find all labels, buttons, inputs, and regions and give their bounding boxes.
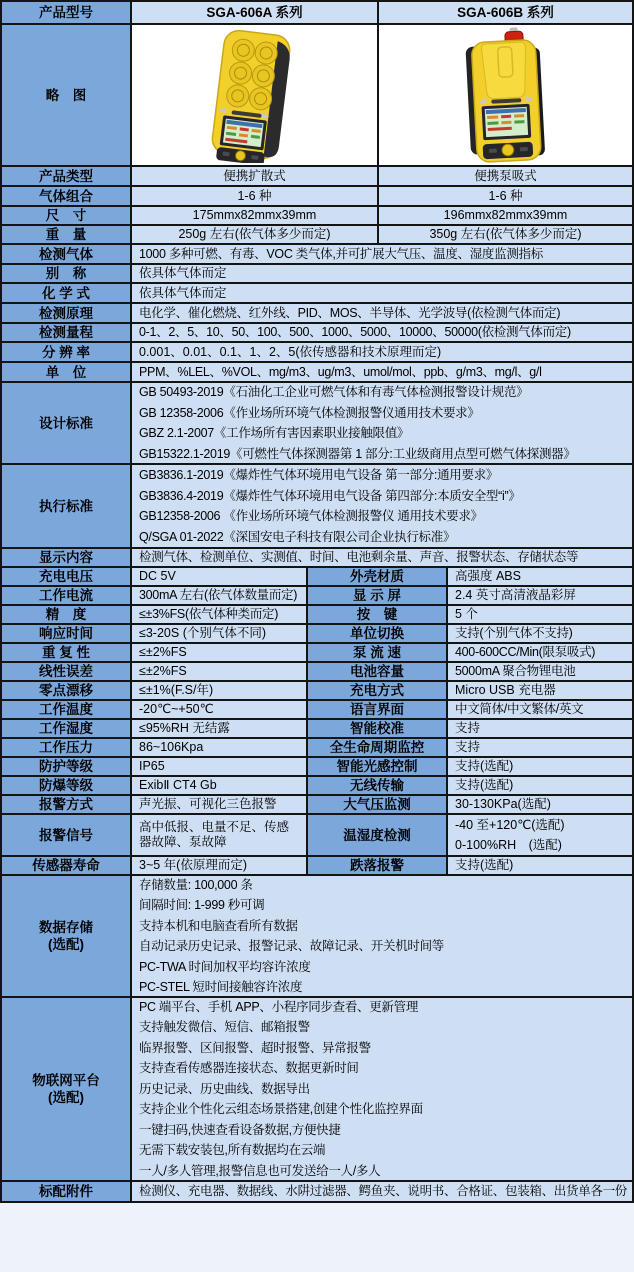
label-response-time: 响应时间 bbox=[2, 625, 130, 642]
display-content-value: 检测气体、检测单位、实测值、时间、电池剩余量、声音、报警状态、存储状态等 bbox=[130, 549, 632, 566]
design-standard-line: GB15322.1-2019《可燃性气体探测器第 1 部分:工业级商用点型可燃气体探测器》 bbox=[139, 446, 576, 461]
label-alarm-signal: 报警信号 bbox=[2, 815, 130, 855]
iot-platform-line: 支持企业个性化云组态场景搭建,创建个性化监控界面 bbox=[139, 1102, 423, 1117]
device-image-a-cell bbox=[130, 25, 377, 165]
row-repeatability bbox=[2, 642, 632, 661]
data-storage-line: 存储数量: 100,000 条 bbox=[139, 877, 253, 892]
design-standard-line: GB 12358-2006《作业场所环境气体检测报警仪通用技术要求》 bbox=[139, 405, 480, 420]
row-executive-standards bbox=[2, 463, 632, 547]
label-sketch: 略 图 bbox=[2, 25, 130, 165]
row-working-pressure bbox=[2, 737, 632, 756]
label-iot-platform bbox=[2, 998, 130, 1180]
model-b-name: SGA-606B 系列 bbox=[377, 2, 632, 23]
chemical-formula-value: 依具体气体而定 bbox=[130, 284, 632, 302]
label-unit-switch: 单位切换 bbox=[306, 625, 446, 642]
label-display-screen: 显 示 屏 bbox=[306, 587, 446, 604]
label-buttons: 按 键 bbox=[306, 606, 446, 623]
light-sensing-value: 支持(选配) bbox=[446, 758, 632, 775]
row-units bbox=[2, 361, 632, 381]
buttons-value: 5 个 bbox=[446, 606, 632, 623]
row-standard-accessories bbox=[2, 1180, 632, 1201]
product-type-b: 便携泵吸式 bbox=[377, 167, 632, 185]
data-storage-line: 间隔时间: 1-999 秒可调 bbox=[139, 898, 265, 912]
label-display-content: 显示内容 bbox=[2, 549, 130, 566]
temp-humidity-line: -40 至+120℃(选配) bbox=[455, 817, 565, 832]
label-lifecycle-monitoring: 全生命周期监控 bbox=[306, 739, 446, 756]
executive-standards-value bbox=[130, 465, 632, 547]
shell-material-value: 高强度 ABS bbox=[446, 568, 632, 585]
label-smart-calibration: 智能校准 bbox=[306, 720, 446, 737]
label-executive-standards: 执行标准 bbox=[2, 465, 130, 547]
device-a-image bbox=[160, 27, 350, 163]
temp-humidity-line: 0-100%RH (选配) bbox=[455, 838, 562, 852]
detection-principle-value: 电化学、催化燃烧、红外线、PID、MOS、半导体、光学波导(依检测气体而定) bbox=[130, 304, 632, 322]
label-working-current: 工作电流 bbox=[2, 587, 130, 604]
battery-capacity-value: 5000mA 聚合物锂电池 bbox=[446, 663, 632, 680]
row-working-temperature bbox=[2, 699, 632, 718]
row-design-standards bbox=[2, 381, 632, 463]
detected-gases-value: 1000 多种可燃、有毒、VOC 类气体,并可扩展大气压、温度、湿度监测指标 bbox=[130, 245, 632, 263]
iot-platform-label-line: (选配) bbox=[48, 1090, 84, 1105]
language-ui-value: 中文简体/中文繁体/英文 bbox=[446, 701, 632, 718]
explosion-proof-value: ExibⅡ CT4 Gb bbox=[130, 777, 306, 794]
label-zero-drift: 零点漂移 bbox=[2, 682, 130, 699]
label-design-standards: 设计标准 bbox=[2, 383, 130, 463]
label-product-model: 产品型号 bbox=[2, 2, 130, 23]
linearity-error-value: ≤±2%FS bbox=[130, 663, 306, 680]
label-linearity-error: 线性误差 bbox=[2, 663, 130, 680]
row-product-type bbox=[2, 165, 632, 185]
label-light-sensing: 智能光感控制 bbox=[306, 758, 446, 775]
alias-value: 依具体气体而定 bbox=[130, 265, 632, 282]
label-shell-material: 外壳材质 bbox=[306, 568, 446, 585]
row-iot-platform bbox=[2, 996, 632, 1180]
label-working-humidity: 工作湿度 bbox=[2, 720, 130, 737]
row-product-model bbox=[2, 2, 632, 23]
accuracy-value: ≤±3%FS(依气体种类而定) bbox=[130, 606, 306, 623]
label-barometric-monitoring: 大气压监测 bbox=[306, 796, 446, 813]
label-gas-combination: 气体组合 bbox=[2, 187, 130, 205]
charge-voltage-value: DC 5V bbox=[130, 568, 306, 585]
row-alarm-signal bbox=[2, 813, 632, 855]
row-dimensions bbox=[2, 205, 632, 224]
label-detection-principle: 检测原理 bbox=[2, 304, 130, 322]
row-gas-combination bbox=[2, 185, 632, 205]
label-alarm-mode: 报警方式 bbox=[2, 796, 130, 813]
label-explosion-proof: 防爆等级 bbox=[2, 777, 130, 794]
label-language-ui: 语言界面 bbox=[306, 701, 446, 718]
iot-platform-line: 一人/多人管理,报警信息也可发送给一人/多人 bbox=[139, 1163, 381, 1178]
iot-platform-line: 历史记录、历史曲线、数据导出 bbox=[139, 1081, 310, 1096]
dimensions-a: 175mmx82mmx39mm bbox=[130, 207, 377, 224]
device-b-image bbox=[416, 27, 596, 163]
row-alias bbox=[2, 263, 632, 282]
detection-range-value: 0-1、2、5、10、50、100、500、1000、5000、10000、50000(依检测气体而定) bbox=[130, 324, 632, 341]
wireless-transmission-value: 支持(选配) bbox=[446, 777, 632, 794]
row-linearity-error bbox=[2, 661, 632, 680]
label-charge-voltage: 充电电压 bbox=[2, 568, 130, 585]
response-time-value: ≤3-20S (个别气体不同) bbox=[130, 625, 306, 642]
dimensions-b: 196mmx82mmx39mm bbox=[377, 207, 632, 224]
row-detection-principle bbox=[2, 302, 632, 322]
temp-humidity-detection-value bbox=[446, 815, 632, 855]
row-detection-range bbox=[2, 322, 632, 341]
smart-calibration-value: 支持 bbox=[446, 720, 632, 737]
label-alias: 别 称 bbox=[2, 265, 130, 282]
data-storage-line: PC-STEL 短时间接触容许浓度 bbox=[139, 980, 303, 994]
working-pressure-value: 86~106Kpa bbox=[130, 739, 306, 756]
standard-accessories-value: 检测仪、充电器、数据线、水阱过滤器、鳄鱼夹、说明书、合格证、包装箱、出货单各一份 bbox=[130, 1182, 632, 1201]
label-product-type: 产品类型 bbox=[2, 167, 130, 185]
design-standard-line: GB 50493-2019《石油化工企业可燃气体和有毒气体检测报警设计规范》 bbox=[139, 385, 529, 399]
charge-method-value: Micro USB 充电器 bbox=[446, 682, 632, 699]
row-data-storage bbox=[2, 874, 632, 996]
row-zero-drift bbox=[2, 680, 632, 699]
gas-combination-b: 1-6 种 bbox=[377, 187, 632, 205]
label-dimensions: 尺 寸 bbox=[2, 207, 130, 224]
row-response-time bbox=[2, 623, 632, 642]
working-temperature-value: -20℃~+50℃ bbox=[130, 701, 306, 718]
resolution-value: 0.001、0.01、0.1、1、2、5(依传感器和技术原理而定) bbox=[130, 343, 632, 361]
label-battery-capacity: 电池容量 bbox=[306, 663, 446, 680]
row-charge-voltage bbox=[2, 566, 632, 585]
device-image-b-cell bbox=[377, 25, 632, 165]
label-charge-method: 充电方式 bbox=[306, 682, 446, 699]
row-chemical-formula bbox=[2, 282, 632, 302]
row-accuracy bbox=[2, 604, 632, 623]
weight-b: 350g 左右(依气体多少而定) bbox=[377, 226, 632, 243]
data-storage-label-line: (选配) bbox=[48, 937, 84, 952]
label-detected-gases: 检测气体 bbox=[2, 245, 130, 263]
iot-platform-line: 支持触发微信、短信、邮箱报警 bbox=[139, 1020, 310, 1035]
sensor-life-value: 3~5 年(依原理而定) bbox=[130, 857, 306, 874]
units-value: PPM、%LEL、%VOL、mg/m3、ug/m3、umol/mol、ppb、g/m3、mg/l、g/l bbox=[130, 363, 632, 381]
zero-drift-value: ≤±1%(F.S/年) bbox=[130, 682, 306, 699]
label-standard-accessories: 标配附件 bbox=[2, 1182, 130, 1201]
data-storage-line: PC-TWA 时间加权平均容许浓度 bbox=[139, 959, 311, 974]
label-drop-alarm: 跌落报警 bbox=[306, 857, 446, 874]
data-storage-line: 自动记录历史记录、报警记录、故障记录、开关机时间等 bbox=[139, 939, 445, 953]
label-working-temperature: 工作温度 bbox=[2, 701, 130, 718]
row-protection-rating bbox=[2, 756, 632, 775]
label-sensor-life: 传感器寿命 bbox=[2, 857, 130, 874]
product-type-a: 便携扩散式 bbox=[130, 167, 377, 185]
label-protection-rating: 防护等级 bbox=[2, 758, 130, 775]
drop-alarm-value: 支持(选配) bbox=[446, 857, 632, 874]
data-storage-value bbox=[130, 876, 632, 996]
design-standard-line: GBZ 2.1-2007《工作场所有害因素职业接触限值》 bbox=[139, 426, 410, 440]
label-working-pressure: 工作压力 bbox=[2, 739, 130, 756]
row-explosion-proof bbox=[2, 775, 632, 794]
label-pump-flow: 泵 流 速 bbox=[306, 644, 446, 661]
model-a-name: SGA-606A 系列 bbox=[130, 2, 377, 23]
executive-standard-line: GB12358-2006 《作业场所环境气体检测报警仪 通用技术要求》 bbox=[139, 509, 483, 523]
row-display-content bbox=[2, 547, 632, 566]
executive-standard-line: GB3836.1-2019《爆炸性气体环境用电气设备 第一部分:通用要求》 bbox=[139, 468, 499, 482]
label-detection-range: 检测量程 bbox=[2, 324, 130, 341]
row-weight bbox=[2, 224, 632, 243]
barometric-monitoring-value: 30-130KPa(选配) bbox=[446, 796, 632, 813]
iot-platform-line: 无需下载安装包,所有数据均在云端 bbox=[139, 1143, 326, 1158]
label-repeatability: 重 复 性 bbox=[2, 644, 130, 661]
unit-switch-value: 支持(个别气体不支持) bbox=[446, 625, 632, 642]
row-working-current bbox=[2, 585, 632, 604]
alarm-signal-value: 高中低报、电量不足、传感器故障、泵故障 bbox=[130, 815, 306, 855]
gas-combination-a: 1-6 种 bbox=[130, 187, 377, 205]
executive-standard-line: Q/SGA 01-2022《深国安电子科技有限公司企业执行标准》 bbox=[139, 529, 456, 544]
repeatability-value: ≤±2%FS bbox=[130, 644, 306, 661]
label-resolution: 分 辨 率 bbox=[2, 343, 130, 361]
lifecycle-monitoring-value: 支持 bbox=[446, 739, 632, 756]
alarm-mode-value: 声光振、可视化三色报警 bbox=[130, 796, 306, 813]
row-resolution bbox=[2, 341, 632, 361]
label-chemical-formula: 化 学 式 bbox=[2, 284, 130, 302]
pump-flow-value: 400-600CC/Min(限泵吸式) bbox=[446, 644, 632, 661]
iot-platform-line: PC 端平台、手机 APP、小程序同步查看、更新管理 bbox=[139, 999, 419, 1014]
data-storage-label-line: 数据存储 bbox=[39, 920, 93, 935]
label-data-storage bbox=[2, 876, 130, 996]
design-standards-value bbox=[130, 383, 632, 463]
label-accuracy: 精 度 bbox=[2, 606, 130, 623]
display-screen-value: 2.4 英寸高清液晶彩屏 bbox=[446, 587, 632, 604]
working-current-value: 300mA 左右(依气体数量而定) bbox=[130, 587, 306, 604]
protection-rating-value: IP65 bbox=[130, 758, 306, 775]
label-wireless-transmission: 无线传输 bbox=[306, 777, 446, 794]
label-units: 单 位 bbox=[2, 363, 130, 381]
row-alarm-mode bbox=[2, 794, 632, 813]
executive-standard-line: GB3836.4-2019《爆炸性气体环境用电气设备 第四部分:本质安全型“i”》 bbox=[139, 488, 521, 503]
working-humidity-value: ≤95%RH 无结露 bbox=[130, 720, 306, 737]
row-working-humidity bbox=[2, 718, 632, 737]
label-temp-humidity-detection: 温湿度检测 bbox=[306, 815, 446, 855]
iot-platform-line: 临界报警、区间报警、超时报警、异常报警 bbox=[139, 1040, 371, 1055]
iot-platform-value bbox=[130, 998, 632, 1180]
label-weight: 重 量 bbox=[2, 226, 130, 243]
weight-a: 250g 左右(依气体多少而定) bbox=[130, 226, 377, 243]
row-detected-gases bbox=[2, 243, 632, 263]
iot-platform-label-line: 物联网平台 bbox=[32, 1073, 100, 1088]
iot-platform-line: 支持查看传感器连接状态、数据更新时间 bbox=[139, 1061, 359, 1076]
row-sensor-life bbox=[2, 855, 632, 874]
data-storage-line: 支持本机和电脑查看所有数据 bbox=[139, 918, 298, 933]
row-sketch bbox=[2, 23, 632, 165]
iot-platform-line: 一键扫码,快速查看设备数据,方便快捷 bbox=[139, 1122, 341, 1137]
